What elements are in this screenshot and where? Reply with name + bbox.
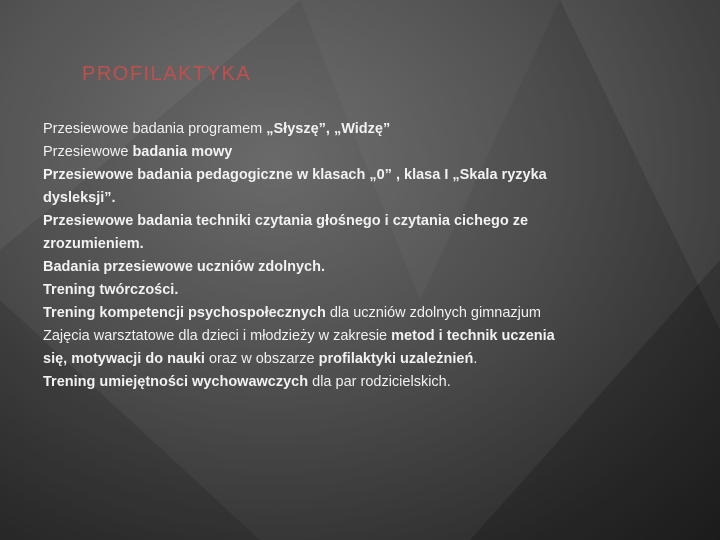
text-segment: Trening umiejętności wychowawczych: [43, 374, 309, 390]
body-line: [43, 187, 673, 210]
body-line: [43, 325, 673, 348]
slide-title: PROFILAKTYKA: [82, 63, 252, 85]
body-line: [43, 302, 673, 325]
text-segment: badania mowy: [132, 144, 233, 160]
text-segment: Badania przesiewowe uczniów zdolnych.: [43, 259, 325, 275]
body-line: [43, 210, 673, 233]
text-segment: Przesiewowe badania pedagogiczne w klasach „0” , klasa I „Skala ryzyka: [43, 167, 547, 183]
body-line: [43, 348, 673, 371]
text-segment: „Słyszę”, „Widzę”: [266, 121, 391, 137]
body-line: [43, 233, 673, 256]
body-line: [43, 118, 673, 141]
text-segment: Przesiewowe badania techniki czytania głośnego i czytania cichego ze: [43, 213, 529, 229]
text-segment: dla uczniów zdolnych gimnazjum: [325, 305, 542, 321]
text-segment: zrozumieniem.: [43, 236, 144, 252]
slide-body: [43, 118, 673, 394]
text-segment: dla par rodzicielskich.: [308, 374, 451, 390]
text-segment: dysleksji”.: [43, 190, 116, 206]
text-segment: oraz w obszarze: [204, 351, 319, 367]
body-line: [43, 164, 673, 187]
text-segment: .: [473, 351, 478, 367]
body-line: [43, 371, 673, 394]
body-line: [43, 256, 673, 279]
text-segment: Trening kompetencji psychospołecznych: [43, 305, 326, 321]
text-segment: Przesiewowe: [43, 144, 133, 160]
text-segment: Przesiewowe badania programem: [43, 121, 267, 137]
body-line: [43, 141, 673, 164]
text-segment: się, motywacji do nauki: [43, 351, 205, 367]
body-line: [43, 279, 673, 302]
text-segment: Trening twórczości.: [43, 282, 179, 298]
text-segment: metod i technik uczenia: [391, 328, 555, 344]
text-segment: Zajęcia warsztatowe dla dzieci i młodzieży w zakresie: [43, 328, 392, 344]
text-segment: profilaktyki uzależnień: [318, 351, 474, 367]
